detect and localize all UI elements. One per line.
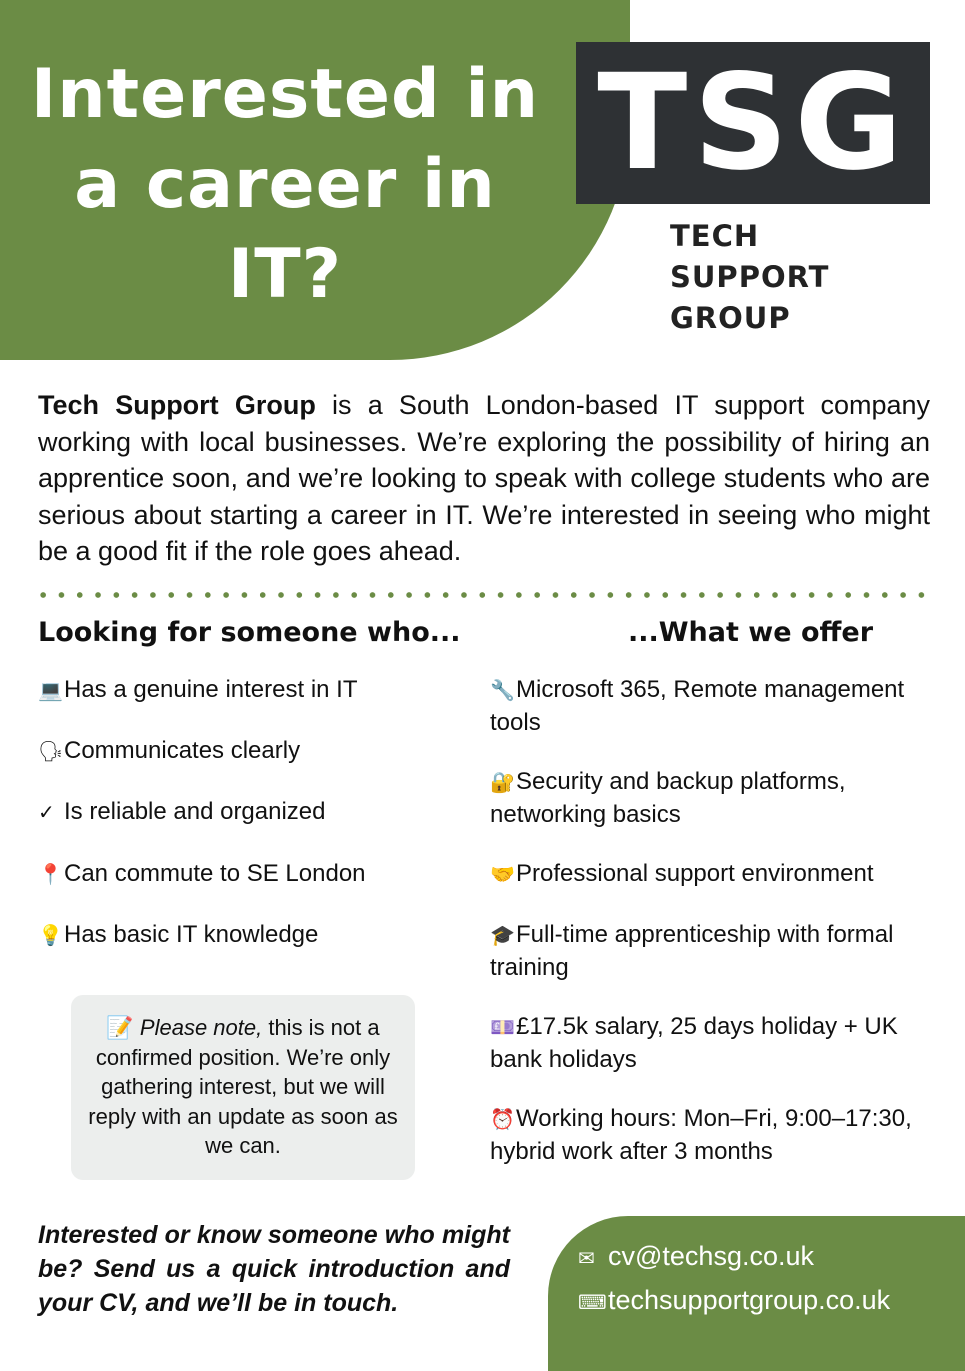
lock-key-icon: 🔐 [490, 772, 515, 794]
list-item [38, 796, 326, 829]
offer-heading: ...What we offer [628, 617, 874, 648]
list-item-text: Has basic IT knowledge [64, 921, 319, 948]
headline-line-1: Interested in [30, 55, 540, 134]
list-item [490, 919, 938, 983]
graduation-cap-icon: 🎓 [490, 925, 515, 947]
list-item [490, 766, 938, 830]
logo [576, 42, 930, 204]
envelope-icon: ✉ [578, 1248, 595, 1270]
intro-paragraph [38, 387, 930, 570]
alarm-clock-icon: ⏰ [490, 1109, 515, 1131]
lightbulb-icon: 💡 [38, 925, 63, 947]
logo-subtitle [670, 216, 829, 339]
website-link[interactable]: techsupportgroup.co.uk [608, 1285, 891, 1315]
logo-subtitle-line-2: SUPPORT [670, 260, 830, 294]
list-item [38, 858, 366, 891]
list-item [38, 735, 300, 768]
logo-text: TSG [597, 46, 909, 200]
list-item-text: Professional support environment [516, 860, 874, 887]
list-item-text: £17.5k salary, 25 days holiday + UK bank holidays [490, 1013, 898, 1073]
headline-line-3: IT? [227, 235, 343, 314]
list-item-text: Security and backup platforms, networking basics [490, 768, 846, 828]
website-row[interactable] [578, 1284, 890, 1319]
list-item [38, 919, 318, 952]
keyboard-icon: ⌨ [578, 1292, 607, 1314]
list-item-text: Can commute to SE London [64, 860, 366, 887]
intro-text: is a South London-based IT support company working with local businesses. We’re exploring the possibility of hiring an apprentice soon, and we’re looking to speak with college students who are serious about starting a career in IT. We’re interested in seeing who might be a good fit if the role goes ahead. [38, 390, 931, 566]
list-item [490, 1103, 938, 1167]
email-link[interactable]: cv@techsg.co.uk [608, 1241, 814, 1271]
banknote-icon: 💷 [490, 1017, 515, 1039]
list-item-text: Working hours: Mon–Fri, 9:00–17:30, hybrid work after 3 months [490, 1105, 912, 1165]
list-item [38, 674, 358, 707]
company-name: Tech Support Group [38, 390, 316, 420]
wrench-icon: 🔧 [490, 680, 515, 702]
list-item [490, 1011, 938, 1075]
looking-heading: Looking for someone who... [38, 617, 461, 648]
check-mark-icon: ✓ [38, 802, 55, 824]
headline [20, 50, 550, 320]
note-body: this is not a confirmed position. We’re only gathering interest, but we will reply with an update as soon as we can. [88, 1015, 398, 1158]
laptop-icon: 💻 [38, 680, 63, 702]
list-item-text: Microsoft 365, Remote management tools [490, 676, 905, 736]
memo-icon: 📝 [106, 1015, 134, 1040]
note-italic-lead: Please note, [139, 1015, 263, 1040]
contact-panel [548, 1216, 965, 1371]
list-item-text: Has a genuine interest in IT [64, 676, 358, 703]
handshake-icon: 🤝 [490, 864, 515, 886]
email-row[interactable] [578, 1240, 814, 1275]
dotted-divider [34, 590, 934, 600]
headline-line-2: a career in [74, 145, 496, 224]
list-item-text: Full-time apprenticeship with formal training [490, 921, 894, 981]
call-to-action: Interested or know someone who might be? Send us a quick introduction and your CV, and we’ll be in touch. [38, 1221, 510, 1317]
list-item-text: Communicates clearly [64, 737, 301, 764]
note-text [85, 1013, 401, 1161]
speaking-head-icon: 🗣 [38, 741, 64, 763]
map-pin-icon: 📍 [38, 864, 63, 886]
note-box [71, 995, 415, 1180]
list-item [490, 674, 938, 738]
list-item [490, 858, 938, 891]
logo-subtitle-line-3: GROUP [670, 301, 791, 335]
logo-subtitle-line-1: TECH [670, 219, 760, 253]
list-item-text: Is reliable and organized [64, 798, 326, 825]
